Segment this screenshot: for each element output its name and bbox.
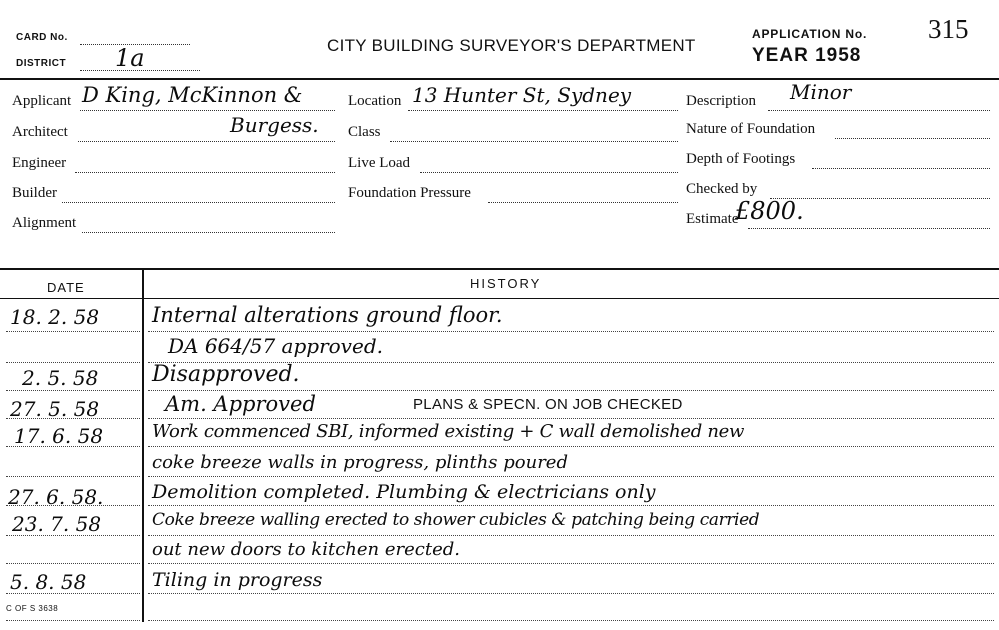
- history-text: Am. Approved: [165, 392, 316, 416]
- class-label: Class: [348, 124, 381, 140]
- alignment-label: Alignment: [12, 215, 77, 231]
- history-header: HISTORY: [470, 276, 542, 291]
- history-date: 2. 5. 58: [22, 366, 99, 390]
- nature-of-foundation-label: Nature of Foundation: [686, 121, 816, 137]
- history-text: Work commenced SBI, informed existing + C wall demolished new: [152, 421, 745, 442]
- foundation-pressure-label: Foundation Pressure: [348, 185, 471, 201]
- history-rule-6: [148, 505, 994, 506]
- year-label: YEAR 1958: [752, 45, 862, 66]
- history-date: 23. 7. 58: [12, 512, 102, 536]
- date-rule-2: [6, 390, 140, 391]
- district-label: DISTRICT: [16, 58, 67, 69]
- foundation-pressure-line: [488, 202, 678, 203]
- history-date: 27. 6. 58.: [8, 485, 104, 509]
- history-rule-0: [148, 331, 994, 332]
- engineer-label: Engineer: [12, 155, 67, 171]
- date-rule-10: [6, 620, 140, 621]
- application-label: APPLICATION No.: [752, 27, 868, 41]
- card-no-label: CARD No.: [16, 32, 68, 43]
- class-line: [390, 141, 678, 142]
- department-title: CITY BUILDING SURVEYOR'S DEPARTMENT: [327, 36, 696, 55]
- history-text: DA 664/57 approved.: [168, 334, 383, 358]
- application-number: 315: [928, 14, 969, 44]
- history-header-rule: [0, 298, 999, 299]
- location-line: [408, 110, 678, 111]
- location-value: 13 Hunter St, Sydney: [412, 83, 632, 107]
- architect-label: Architect: [12, 124, 68, 140]
- builder-label: Builder: [12, 185, 57, 201]
- depth-line: [812, 168, 990, 169]
- description-value: Minor: [790, 80, 852, 104]
- applicant-label: Applicant: [12, 93, 72, 109]
- history-rule-2: [148, 390, 994, 391]
- history-date: 17. 6. 58: [14, 424, 104, 448]
- history-date: 5. 8. 58: [10, 570, 87, 594]
- history-rule-9: [148, 593, 994, 594]
- nature-line: [835, 138, 990, 139]
- live-load-label: Live Load: [348, 155, 411, 171]
- checked-by-label: Checked by: [686, 181, 758, 197]
- date-rule-8: [6, 563, 140, 564]
- history-rule-10: [148, 620, 994, 621]
- history-top-rule: [0, 268, 999, 270]
- estimate-line: [748, 228, 990, 229]
- architect-value: Burgess.: [230, 113, 319, 137]
- history-text: Coke breeze walling erected to shower cubicles & patching being carried: [152, 510, 760, 530]
- history-text: Demolition completed. Plumbing & electricians only: [152, 481, 656, 503]
- history-text: Disapproved.: [152, 362, 300, 387]
- live-load-line: [420, 172, 678, 173]
- applicant-value: D King, McKinnon &: [82, 83, 303, 107]
- history-rule-5: [148, 476, 994, 477]
- job-checked-stamp: PLANS & SPECN. ON JOB CHECKED: [413, 396, 683, 413]
- history-date: 27. 5. 58: [10, 397, 100, 421]
- date-rule-0: [6, 331, 140, 332]
- alignment-line: [82, 232, 335, 233]
- date-column-divider: [142, 270, 144, 622]
- district-value: 1a: [115, 44, 145, 72]
- history-rule-8: [148, 563, 994, 564]
- history-text: Tiling in progress: [152, 569, 323, 591]
- applicant-line: [80, 110, 335, 111]
- history-text: out new doors to kitchen erected.: [152, 539, 460, 560]
- builder-line: [62, 202, 335, 203]
- estimate-label: Estimate: [686, 211, 739, 227]
- history-text: Internal alterations ground floor.: [152, 303, 503, 327]
- history-text: coke breeze walls in progress, plinths poured: [152, 452, 568, 473]
- history-date: 18. 2. 58: [10, 305, 100, 329]
- description-line: [768, 110, 990, 111]
- date-rule-1: [6, 362, 140, 363]
- history-rule-4: [148, 446, 994, 447]
- location-label: Location: [348, 93, 402, 109]
- estimate-value: £800.: [735, 197, 804, 225]
- architect-line: [78, 141, 335, 142]
- form-code: C OF S 3638: [6, 604, 59, 613]
- history-rule-7: [148, 535, 994, 536]
- depth-of-footings-label: Depth of Footings: [686, 151, 796, 167]
- date-rule-5: [6, 476, 140, 477]
- date-header: DATE: [47, 280, 85, 295]
- engineer-line: [75, 172, 335, 173]
- description-label: Description: [686, 93, 756, 109]
- history-rule-3: [148, 418, 994, 419]
